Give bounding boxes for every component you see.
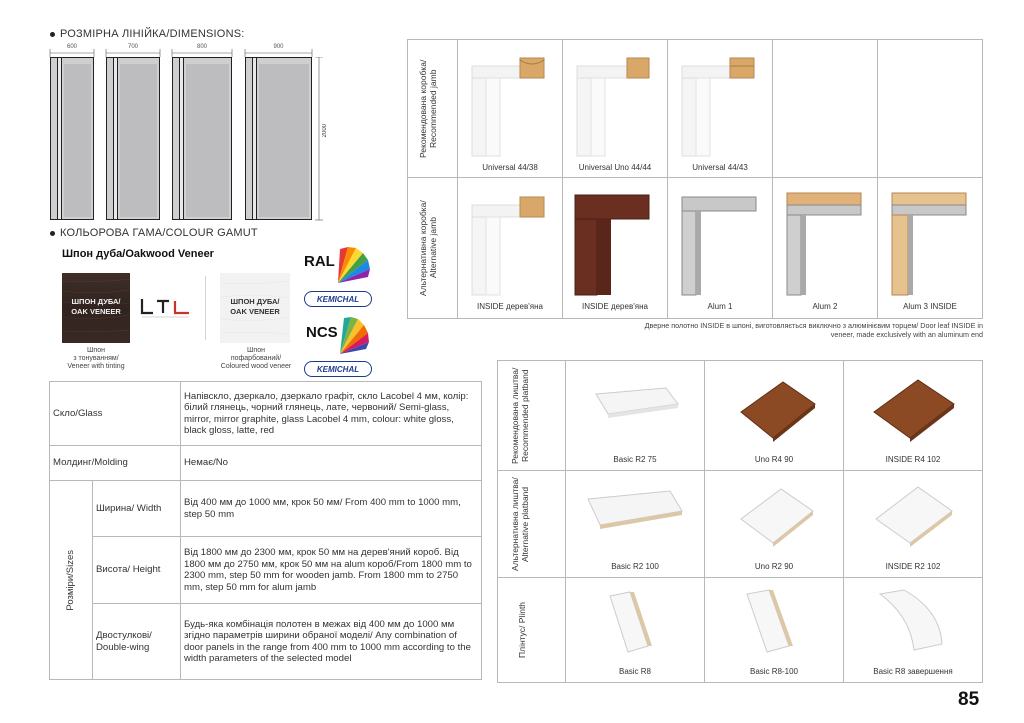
platband-row-plinth [498, 578, 983, 683]
jamb-cell [773, 178, 878, 319]
jamb-caption: Universal Uno 44/44 [578, 162, 652, 172]
jamb-caption: Alum 1 [707, 302, 733, 311]
plinth-cell [705, 578, 844, 683]
plinth-caption: Basic R8 [618, 667, 651, 676]
jamb-image-inside-wood-white [458, 185, 562, 297]
jamb-caption: INSIDE дерев'яна [582, 302, 648, 311]
ncs-fan-icon [336, 314, 372, 356]
jamb-image-alum-2 [773, 185, 877, 297]
swatch2-caption: Шпон пофарбований/ Coloured wood veneer [220, 347, 292, 370]
jamb-caption: Universal 44/38 [482, 162, 538, 172]
spec-value: Від 1800 мм до 2300 мм, крок 50 мм на дерев'яний короб. Від 1800 мм до 2750 мм, крок 50 мм на alum короб/From 1800 mm to 2300 mm, step 50 mm for wooden jamb. From 1800 mm to 2750 mm, step 50 mm for alum jamb [181, 537, 482, 604]
width-label-900: 900 [273, 44, 284, 50]
jamb-image-universal-44-38 [458, 46, 562, 158]
bullet-icon [50, 32, 55, 37]
ncs-logo: NCS [306, 314, 372, 358]
door-800 [172, 57, 232, 220]
spec-label: Ширина/ Width [93, 481, 181, 537]
spec-label: Скло/Glass [50, 382, 181, 446]
jamb-cell [563, 40, 668, 178]
spec-row-molding [50, 446, 482, 481]
platband-caption: Basic R2 75 [613, 454, 657, 464]
jamb-image-universal-uno-44-44 [563, 46, 667, 158]
spec-label: Висота/ Height [93, 537, 181, 604]
width-label-600: 600 [66, 44, 77, 50]
platband-row-alternative [498, 471, 983, 578]
jamb-image-universal-44-43 [668, 46, 772, 158]
jamb-row-recommended [408, 40, 983, 178]
platband-caption: Uno R4 90 [754, 454, 794, 464]
platband-caption: Uno R2 90 [754, 562, 794, 571]
jamb-image-inside-wood-dark [563, 185, 667, 297]
recommended-jamb-label: Рекомендована коробка/ Recommended jamb [417, 59, 438, 158]
jamb-cell [458, 178, 563, 319]
swatch-coloured-veneer [220, 273, 290, 343]
platband-image-inside-r4-102 [844, 368, 982, 450]
plinth-image-basic-r8-100 [705, 584, 843, 662]
platband-cell [844, 361, 983, 471]
platband-image-uno-r4-90 [705, 368, 843, 450]
platband-cell [844, 471, 983, 578]
jamb-caption: Alum 3 INSIDE [903, 302, 957, 311]
spec-value: Напівскло, дзеркало, дзеркало графіт, скло Lacobel 4 мм, колір: білий глянець, чорний глянець, лате, червоний/ Semi-glass, mirror, mirror graphite, glass Lacobel 4 mm, colour: white gloss, black gloss, latte, red [181, 382, 482, 446]
spec-label: Молдинг/Molding [50, 446, 181, 481]
plinth-image-basic-r8-end [844, 584, 982, 662]
bullet-icon [50, 231, 55, 236]
ral-fan-icon [334, 243, 372, 285]
ral-logo: RAL [304, 243, 372, 287]
spec-row-glass [50, 382, 482, 446]
ltl-logo [139, 295, 197, 321]
plinth-label: Плінтус/ Plinth [516, 601, 527, 659]
platband-cell [566, 471, 705, 578]
jamb-image-alum-1 [668, 185, 772, 297]
platband-table [497, 360, 983, 683]
spec-table [49, 381, 482, 680]
jamb-cell [563, 178, 668, 319]
platband-row-recommended [498, 361, 983, 471]
jamb-cell-empty [773, 40, 878, 178]
spec-row-double-wing [50, 604, 482, 680]
plinth-cell [844, 578, 983, 683]
jamb-cell [668, 40, 773, 178]
jamb-note: Дверне полотно INSIDE в шпоні, виготовляється виключно з алюмінієвим торцем/ Door leaf INSIDE in veneer, made exclusively with an aluminum end [644, 321, 983, 339]
jamb-row-alternative [408, 178, 983, 319]
swatch1-line1: ШПОН ДУБА/ [71, 297, 121, 306]
jamb-table [407, 39, 983, 319]
recommended-platband-label: Рекомендована лиштва/ Recommended platband [509, 367, 530, 464]
divider [205, 276, 206, 340]
platband-image-uno-r2-90 [705, 477, 843, 557]
jamb-cell [458, 40, 563, 178]
alternative-jamb-label: Альтернативна коробка/ Alternative jamb [417, 200, 438, 296]
swatch-tinted-veneer [62, 273, 130, 343]
jamb-cell [668, 178, 773, 319]
door-900 [245, 57, 312, 220]
jamb-caption: Alum 2 [812, 302, 838, 311]
plinth-caption: Basic R8 завершення [873, 667, 953, 676]
platband-cell [705, 471, 844, 578]
dimensions-drawing [48, 44, 338, 224]
spec-label: Двостулкові/ Double-wing [93, 604, 181, 680]
jamb-caption: INSIDE дерев'яна [477, 302, 543, 311]
swatch1-caption: Шпон з тонуванням/ Veneer with tinting [67, 347, 125, 370]
dimensions-title: РОЗМІРНА ЛІНІЙКА/DIMENSIONS: [50, 28, 245, 40]
jamb-image-alum-3-inside [878, 185, 982, 297]
spec-row-width [50, 481, 482, 537]
page-number: 85 [958, 689, 980, 710]
sizes-label: Розміри/Sizes [65, 549, 76, 611]
platband-caption: INSIDE R2 102 [885, 562, 941, 571]
width-label-800: 800 [196, 44, 207, 50]
jamb-cell-empty [878, 40, 983, 178]
platband-caption: INSIDE R4 102 [885, 454, 941, 464]
jamb-cell [878, 178, 983, 319]
colour-title: КОЛЬОРОВА ГАМА/COLOUR GAMUT [50, 227, 258, 239]
swatch1-line2: OAK VENEER [71, 307, 121, 316]
plinth-cell [566, 578, 705, 683]
height-label: 2000 [322, 124, 328, 138]
door-700 [106, 57, 160, 220]
width-label-700: 700 [127, 44, 138, 50]
plinth-caption: Basic R8-100 [749, 667, 799, 676]
sizes-label-cell [50, 481, 93, 680]
swatch2-line1: ШПОН ДУБА/ [230, 297, 280, 306]
spec-value: Немає/No [181, 446, 482, 481]
spec-row-height [50, 537, 482, 604]
platband-caption: Basic R2 100 [611, 562, 659, 571]
kemichal-logo-2: KEMICHAL [304, 361, 372, 377]
door-600 [50, 57, 94, 220]
platband-image-inside-r2-102 [844, 477, 982, 557]
spec-value: Від 400 мм до 1000 мм, крок 50 мм/ From 400 mm to 1000 mm, step 50 mm [181, 481, 482, 537]
plinth-image-basic-r8 [566, 584, 704, 662]
veneer-title: Шпон дуба/Oakwood Veneer [62, 248, 214, 260]
swatch2-line2: OAK VENEER [230, 307, 280, 316]
platband-image-basic-r2-100 [566, 477, 704, 557]
spec-value: Будь-яка комбінація полотен в межах від 400 мм до 1000 мм згідно параметрів ширини обраної моделі/ Any combination of door panels in the range from 400 mm to 1000 mm according to the width parameters of the selected model [181, 604, 482, 680]
platband-image-basic-r2-75 [566, 368, 704, 450]
jamb-caption: Universal 44/43 [692, 162, 748, 172]
platband-cell [566, 361, 705, 471]
platband-cell [705, 361, 844, 471]
kemichal-logo-1: KEMICHAL [304, 291, 372, 307]
alternative-platband-label: Альтернативна лиштва/ Alternative platband [509, 477, 530, 571]
